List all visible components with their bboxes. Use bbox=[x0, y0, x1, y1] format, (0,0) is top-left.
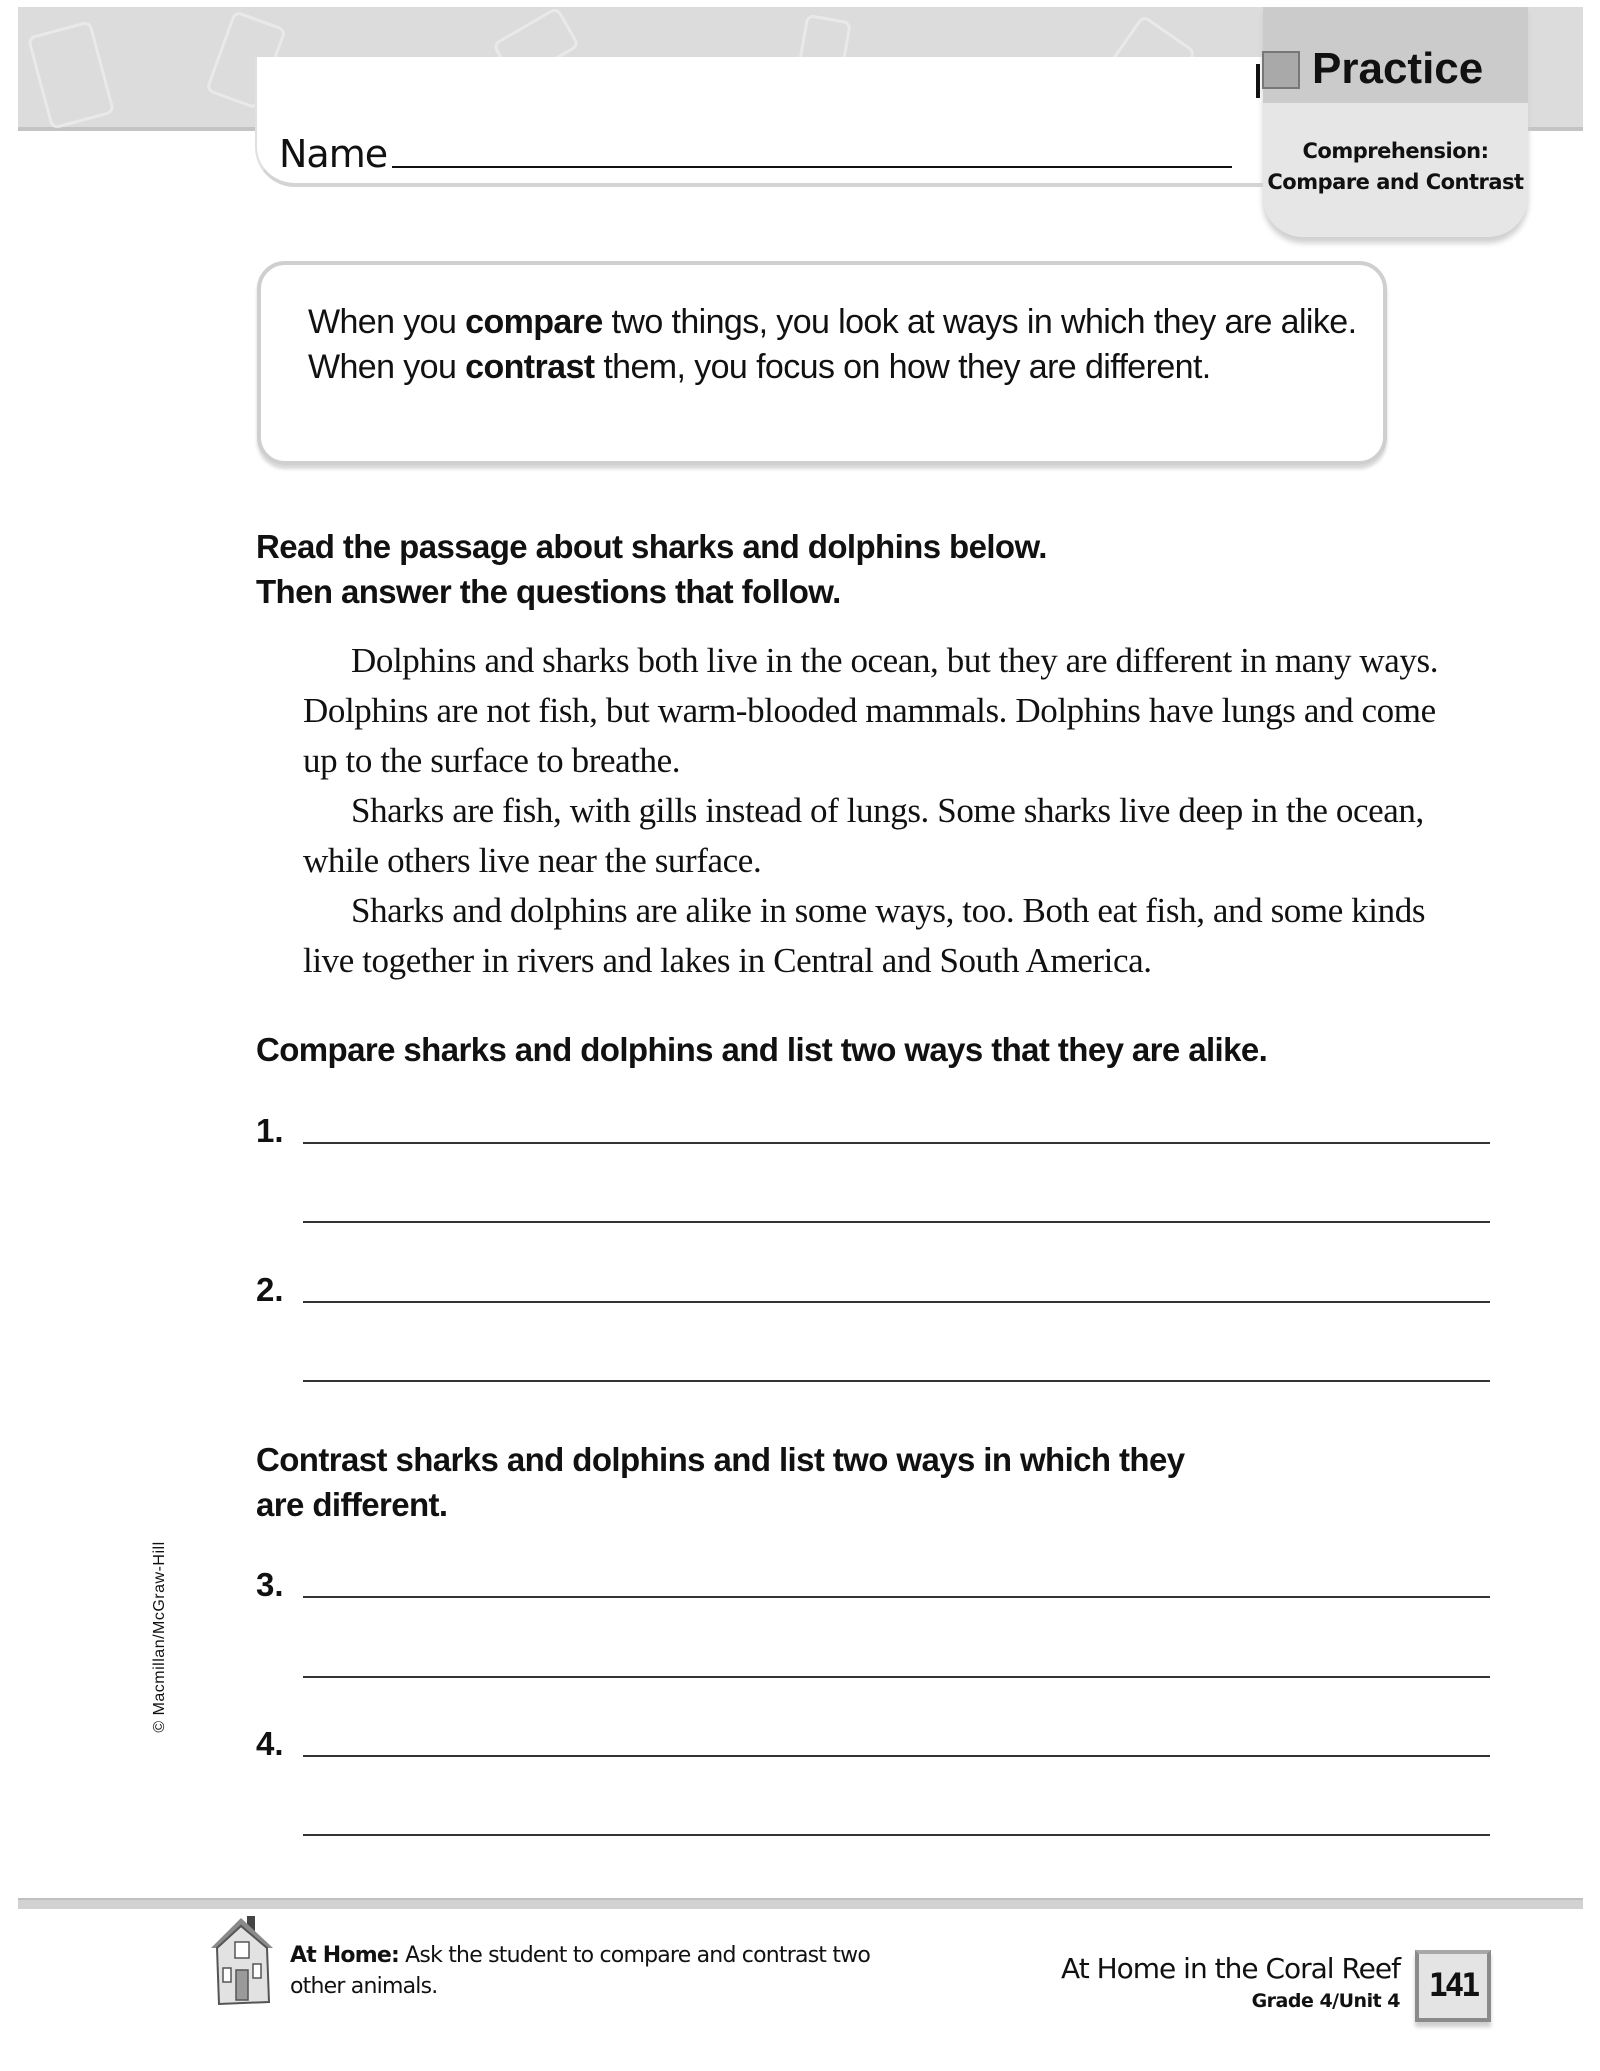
page-number: 141 bbox=[1428, 1966, 1478, 2004]
story-title: At Home in the Coral Reef bbox=[1061, 1952, 1400, 1985]
practice-title: Practice bbox=[1312, 44, 1484, 93]
grade-unit: Grade 4/Unit 4 bbox=[1251, 1990, 1400, 2012]
answer-line-1b[interactable] bbox=[303, 1221, 1490, 1223]
question-number: 2. bbox=[256, 1271, 284, 1308]
practice-tab bbox=[1263, 7, 1528, 237]
intro-keyword-contrast: contrast bbox=[465, 348, 595, 386]
at-home-label: At Home: bbox=[290, 1943, 399, 1968]
question-number: 1. bbox=[256, 1112, 284, 1149]
intro-segment: two things, you look at ways in which they are alike. When you bbox=[308, 303, 1357, 386]
compare-question: Compare sharks and dolphins and list two ways that they are alike. bbox=[256, 1031, 1268, 1068]
question-number: 3. bbox=[256, 1566, 284, 1603]
contrast-question-line1: Contrast sharks and dolphins and list two ways in which they bbox=[256, 1441, 1185, 1478]
answer-line-4a[interactable] bbox=[303, 1755, 1490, 1757]
at-home-text: Ask the student to compare and contrast two other animals. bbox=[290, 1943, 871, 1999]
tab-divider bbox=[1256, 64, 1260, 98]
square-icon bbox=[1262, 51, 1300, 89]
answer-line-1a[interactable] bbox=[303, 1142, 1490, 1144]
passage-paragraph: Sharks and dolphins are alike in some ways, too. Both eat fish, and some kinds live together in rivers and lakes in Central and South America. bbox=[303, 891, 1426, 980]
at-home-note bbox=[290, 1940, 890, 2002]
house-icon bbox=[203, 1912, 279, 2008]
decorative-doodle bbox=[27, 20, 116, 130]
answer-line-2a[interactable] bbox=[303, 1301, 1490, 1303]
name-label: Name bbox=[279, 132, 388, 176]
copyright: © Macmillan/McGraw-Hill bbox=[151, 1541, 168, 1733]
instructions bbox=[256, 524, 1047, 614]
answer-line-3a[interactable] bbox=[303, 1596, 1490, 1598]
answer-line-2b[interactable] bbox=[303, 1380, 1490, 1382]
name-input-line[interactable] bbox=[392, 166, 1232, 168]
contrast-question-line2: are different. bbox=[256, 1486, 448, 1523]
instructions-line1: Read the passage about sharks and dolphins below. bbox=[256, 528, 1047, 565]
answer-line-4b[interactable] bbox=[303, 1834, 1490, 1836]
intro-segment: them, you focus on how they are different. bbox=[594, 348, 1211, 386]
passage-paragraph: Sharks are fish, with gills instead of lungs. Some sharks live deep in the ocean, while others live near the surface. bbox=[303, 791, 1424, 880]
tab-subtitle bbox=[1263, 136, 1528, 198]
tab-subtitle-line1: Comprehension: bbox=[1302, 139, 1489, 163]
footer-divider bbox=[18, 1898, 1583, 1909]
reading-passage bbox=[303, 636, 1453, 986]
intro-keyword-compare: compare bbox=[465, 303, 603, 341]
intro-segment: When you bbox=[308, 303, 466, 341]
tab-subtitle-line2: Compare and Contrast bbox=[1267, 170, 1524, 194]
contrast-question bbox=[256, 1437, 1185, 1527]
passage-paragraph: Dolphins and sharks both live in the ocean, but they are different in many ways. Dolphins are not fish, but warm-blooded mammals. Dolphins have lungs and come up to the surface to breathe. bbox=[303, 641, 1439, 780]
instructions-line2: Then answer the questions that follow. bbox=[256, 573, 841, 610]
question-number: 4. bbox=[256, 1725, 284, 1762]
definition-text bbox=[308, 300, 1368, 390]
answer-line-3b[interactable] bbox=[303, 1676, 1490, 1678]
